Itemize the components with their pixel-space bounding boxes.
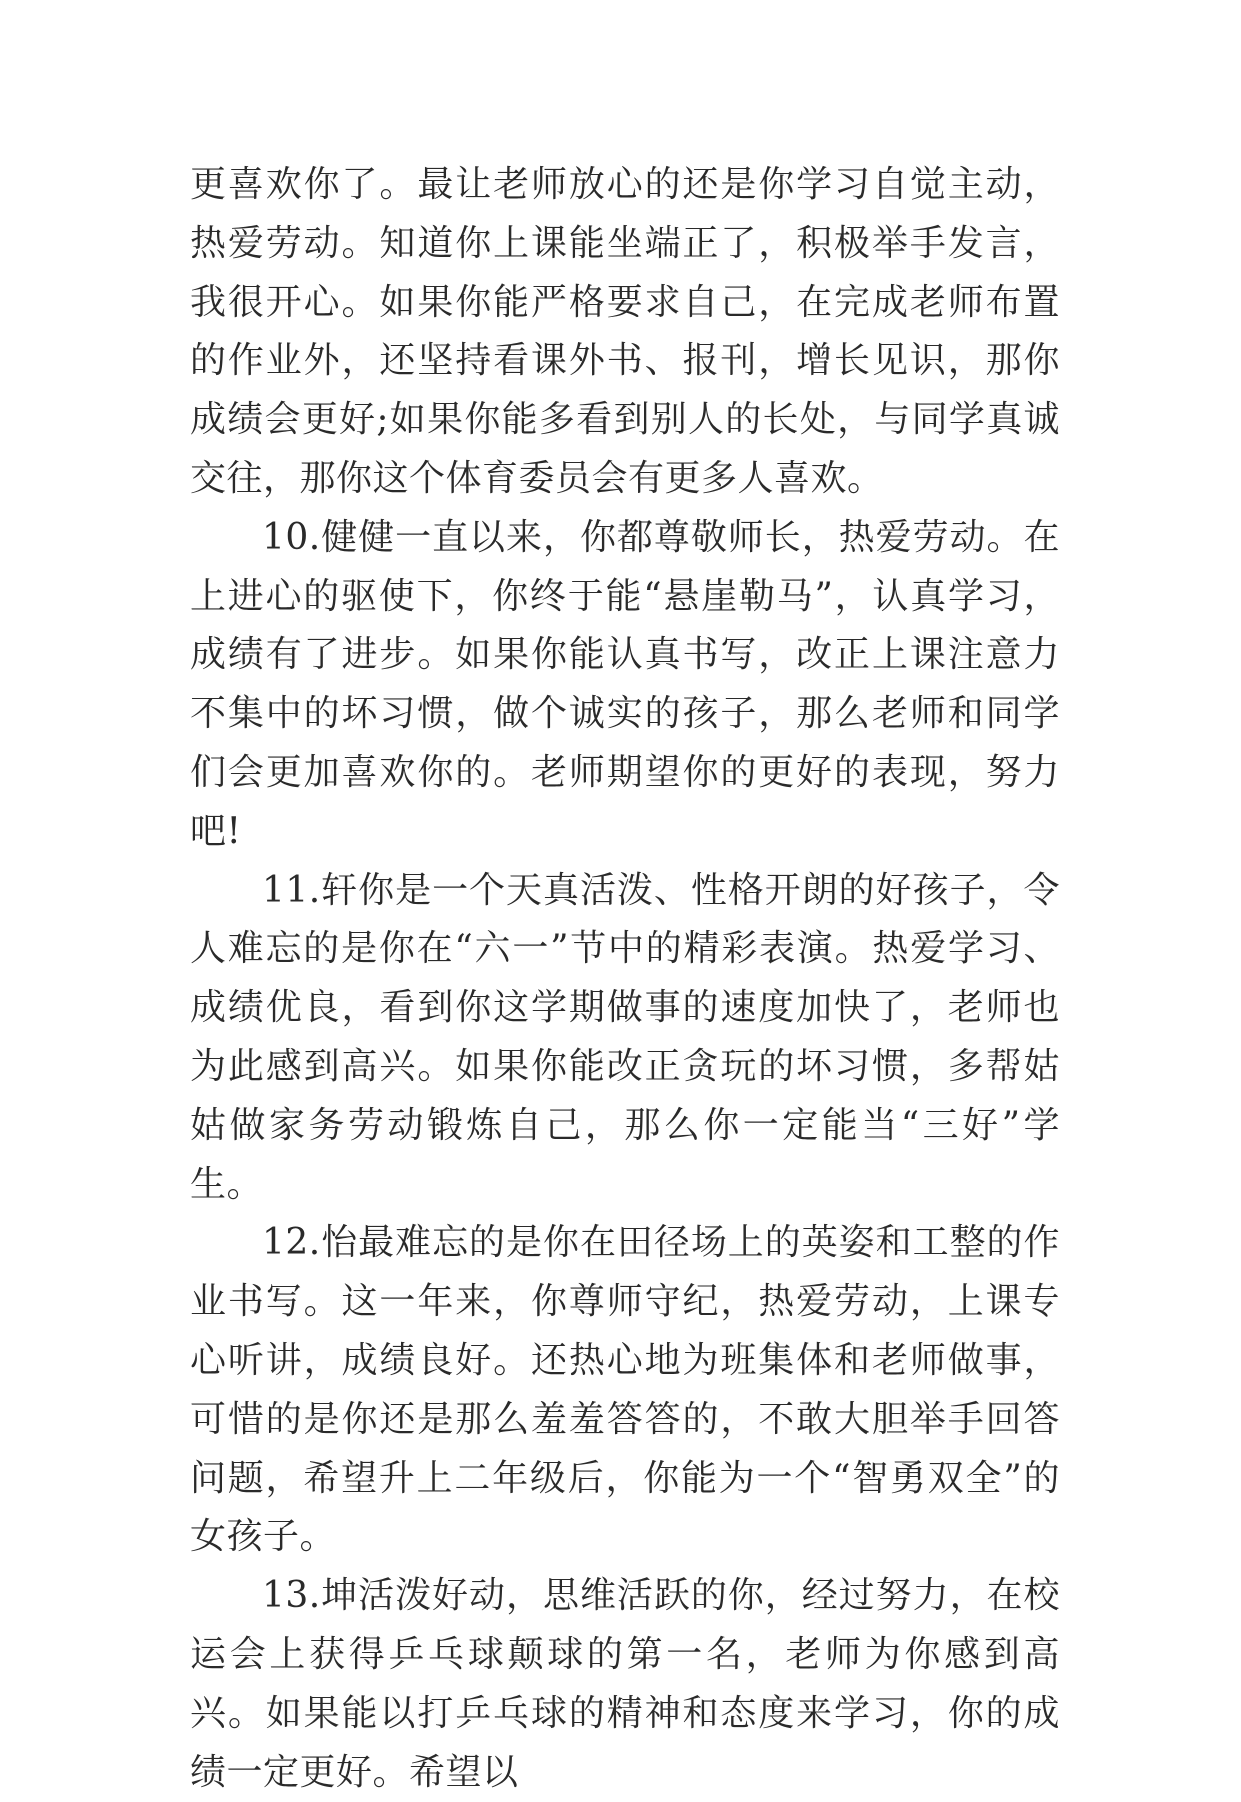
paragraph-comment-13: 13.坤活泼好动，思维活跃的你，经过努力，在校运会上获得乒乓球颠球的第一名，老师为你感到高兴。如果能以打乒乓球的精神和态度来学习，你的成绩一定更好。希望以: [190, 1575, 1060, 1793]
document-body: [190, 156, 1060, 1802]
paragraph-continuation: 更喜欢你了。最让老师放心的还是你学习自觉主动，热爱劳动。知道你上课能坐端正了，积极举手发言，我很开心。如果你能严格要求自己，在完成老师布置的作业外，还坚持看课外书、报刊，增长见识，那你成绩会更好;如果你能多看到别人的长处，与同学真诚交往，那你这个体育委员会有更多人喜欢。: [190, 164, 1060, 499]
paragraph-comment-12: 12.怡最难忘的是你在田径场上的英姿和工整的作业书写。这一年来，你尊师守纪，热爱劳动，上课专心听讲，成绩良好。还热心地为班集体和老师做事，可惜的是你还是那么羞羞答答的，不敢大胆举手回答问题，希望升上二年级后，你能为一个“智勇双全”的女孩子。: [190, 1222, 1060, 1558]
paragraph-comment-10: 10.健健一直以来，你都尊敬师长，热爱劳动。在上进心的驱使下，你终于能“悬崖勒马”，认真学习，成绩有了进步。如果你能认真书写，改正上课注意力不集中的坏习惯，做个诚实的孩子，那么老师和同学们会更加喜欢你的。老师期望你的更好的表现，努力吧!: [190, 516, 1060, 852]
paragraph-comment-11: 11.轩你是一个天真活泼、性格开朗的好孩子，令人难忘的是你在“六一”节中的精彩表演。热爱学习、成绩优良，看到你这学期做事的速度加快了，老师也为此感到高兴。如果你能改正贪玩的坏习惯，多帮姑姑做家务劳动锻炼自己，那么你一定能当“三好”学生。: [190, 869, 1060, 1205]
